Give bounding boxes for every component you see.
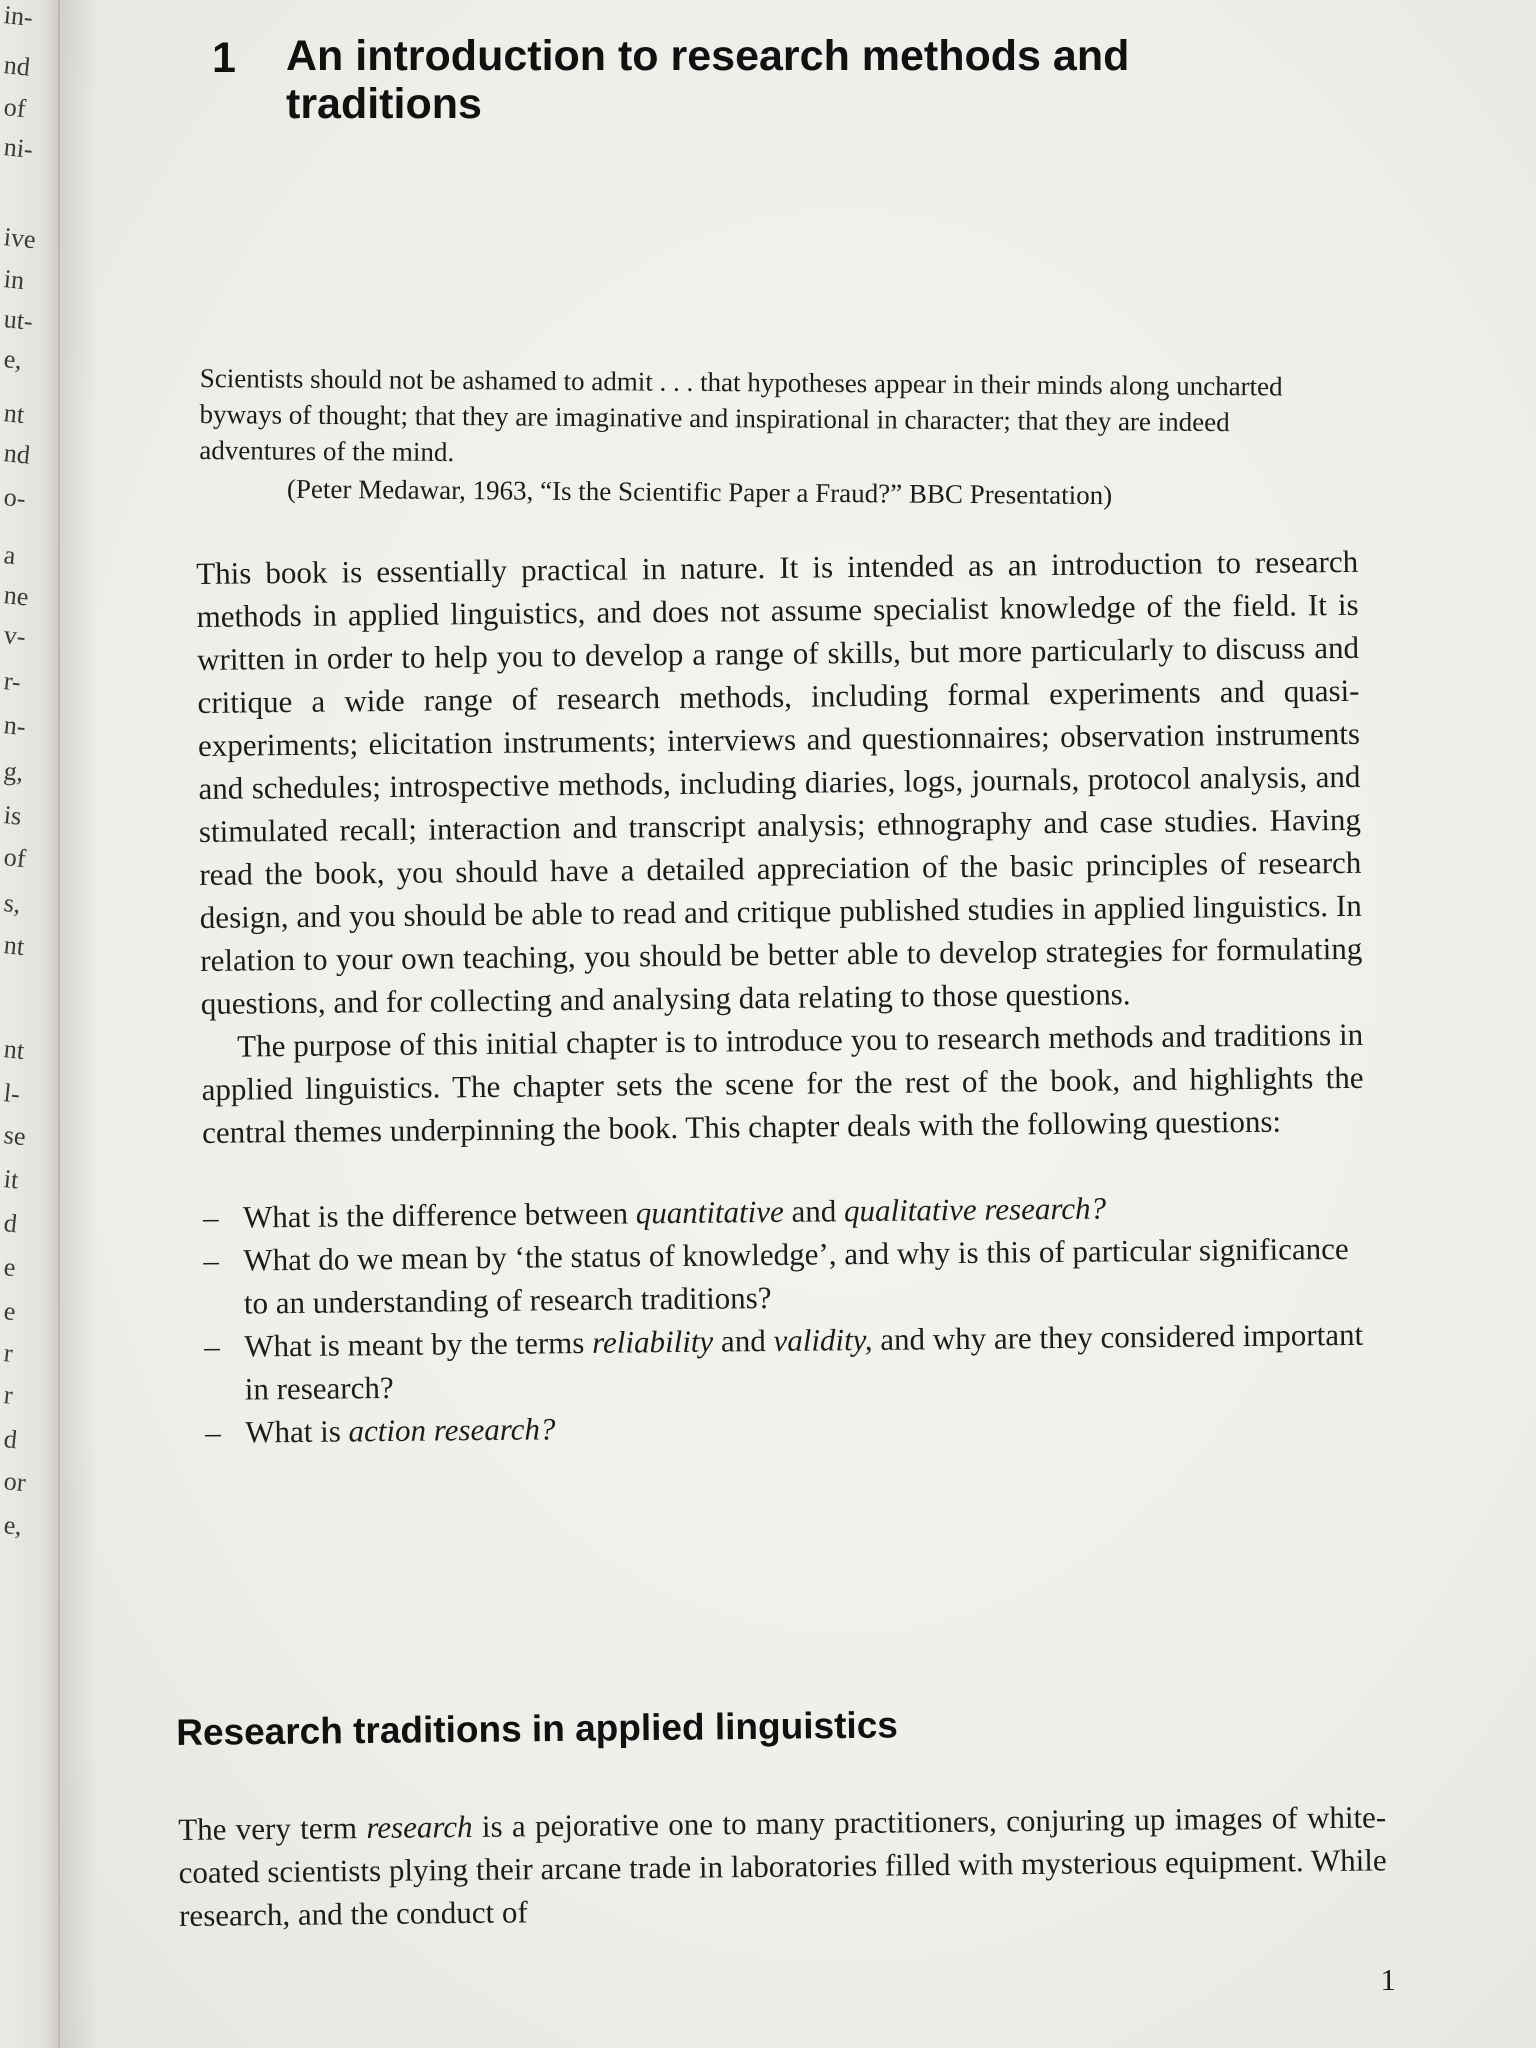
epigraph-quote: Scientists should not be ashamed to admit . . . that hypotheses appear in their minds along uncharted byways of thought; that they are imaginative and inspirational in character; that they are indeed adventures of the mind. — [199, 362, 1283, 467]
facing-page-text-fragment: nd — [2, 50, 32, 82]
facing-page-text-fragment: nt — [2, 930, 26, 962]
chapter-title: An introduction to research methods and traditions — [286, 32, 1130, 128]
question-list — [203, 1184, 1368, 1454]
list-item — [203, 1227, 1366, 1325]
question-text: and why are they considered important in research? — [244, 1316, 1364, 1407]
epigraph — [199, 360, 1350, 515]
facing-page-text-fragment: se — [2, 1120, 28, 1152]
question-emphasis: quantitative — [635, 1193, 784, 1231]
facing-page-text-fragment: a — [2, 540, 18, 571]
facing-page-text-fragment: l- — [2, 1078, 22, 1109]
facing-page-text-fragment: nd — [2, 438, 32, 470]
question-emphasis: validity, — [773, 1321, 873, 1358]
facing-page-text-fragment: of — [2, 92, 28, 124]
facing-page-text-fragment: in — [2, 264, 26, 296]
page-number: 1 — [1380, 1962, 1396, 1997]
chapter-number: 1 — [212, 34, 236, 82]
facing-page-text-fragment: ive — [2, 222, 38, 255]
facing-page-text-fragment: g, — [2, 756, 25, 787]
section-emphasis: research — [366, 1808, 473, 1846]
question-text: What do we mean by ‘the status of knowledge’, and why is this of particular significance to an understanding of research traditions? — [243, 1230, 1349, 1321]
facing-page-text-fragment: it — [2, 1164, 20, 1195]
facing-page-text-fragment: nt — [2, 1034, 26, 1066]
gutter-shadow — [58, 0, 98, 2048]
facing-page-text-fragment: e, — [2, 344, 24, 375]
facing-page-text-fragment: ut- — [2, 304, 35, 336]
facing-page-text-fragment: r — [2, 1380, 15, 1410]
dash-bullet: – — [202, 1199, 219, 1235]
question-emphasis: action research? — [348, 1411, 556, 1449]
question-text: What is — [245, 1413, 349, 1450]
facing-page-edge — [0, 0, 60, 2048]
facing-page-text-fragment: or — [2, 1466, 28, 1498]
dash-bullet: – — [205, 1414, 221, 1450]
epigraph-source: (Peter Medawar, 1963, “Is the Scientific Paper a Fraud?” BBC Presentation) — [286, 473, 1113, 511]
facing-page-text-fragment: n- — [2, 710, 28, 742]
facing-page-text-fragment: ne — [2, 580, 30, 612]
question-emphasis: reliability — [591, 1323, 714, 1360]
question-text: What is meant by the terms — [244, 1324, 593, 1364]
facing-page-text-fragment: in- — [2, 0, 35, 32]
dash-bullet: – — [203, 1242, 220, 1278]
facing-page-text-fragment: e — [2, 1296, 18, 1327]
facing-page-text-fragment: is — [2, 800, 23, 831]
facing-page-text-fragment: ni- — [2, 132, 35, 164]
facing-page-text-fragment: o- — [2, 482, 28, 514]
facing-page-text-fragment: e — [2, 1252, 18, 1283]
facing-page-text-fragment: r- — [2, 666, 23, 697]
list-item — [204, 1313, 1367, 1411]
facing-page-text-fragment: v- — [2, 620, 28, 652]
question-emphasis: qualitative research? — [843, 1190, 1107, 1229]
facing-page-text-fragment: d — [2, 1208, 19, 1239]
facing-page-text-fragment: r — [2, 1338, 15, 1368]
question-text: What is the difference between — [242, 1195, 636, 1235]
section-heading: Research traditions in applied linguistics — [176, 1704, 899, 1753]
intro-paragraph-1: This book is essentially practical in nature. It is intended as an introduction to research methods in applied linguistics, and does not assume specialist knowledge of the field. It is written in order to help you to develop a range of skills, but more particularly to discuss and critique a wide range of research methods, including formal experiments and quasi-experiments; elicitation instruments; interviews and questionnaires; observation instruments and schedules; introspective methods, including diaries, logs, journals, protocol analysis, and stimulated recall; interaction and transcript analysis; ethnography and case studies. Having read the book, you should have a detailed appreciation of the basic principles of research design, and you should be able to read and critique published studies in applied linguistics. In relation to your own teaching, you should be better able to develop strategies for formulating questions, and for collecting and analysing data relating to those questions. — [196, 543, 1363, 1021]
facing-page-text-fragment: s, — [2, 888, 23, 919]
facing-page-text-fragment: of — [2, 842, 28, 874]
intro-paragraph-2: The purpose of this initial chapter is to introduce you to research methods and traditions in applied linguistics. The chapter sets the scene for the rest of the book, and highlights the central themes underpinning the book. This chapter deals with the following questions: — [201, 1016, 1364, 1150]
facing-page-text-fragment: e, — [2, 1510, 24, 1541]
section-paragraph — [178, 1795, 1387, 1937]
question-text: and — [783, 1193, 845, 1229]
question-text: and — [713, 1322, 774, 1359]
section-text: is a pejorative one to many practitioners, conjuring up images of white-coated scientists plying their arcane trade in laboratories filled with mysterious equipment. While research, and the conduct of — [178, 1799, 1387, 1933]
intro-body — [196, 540, 1367, 1454]
dash-bullet: – — [204, 1328, 221, 1364]
section-body — [178, 1795, 1387, 1937]
section-text: The very term — [178, 1810, 367, 1847]
facing-page-text-fragment: nt — [2, 398, 26, 430]
facing-page-text-fragment: d — [2, 1424, 19, 1455]
